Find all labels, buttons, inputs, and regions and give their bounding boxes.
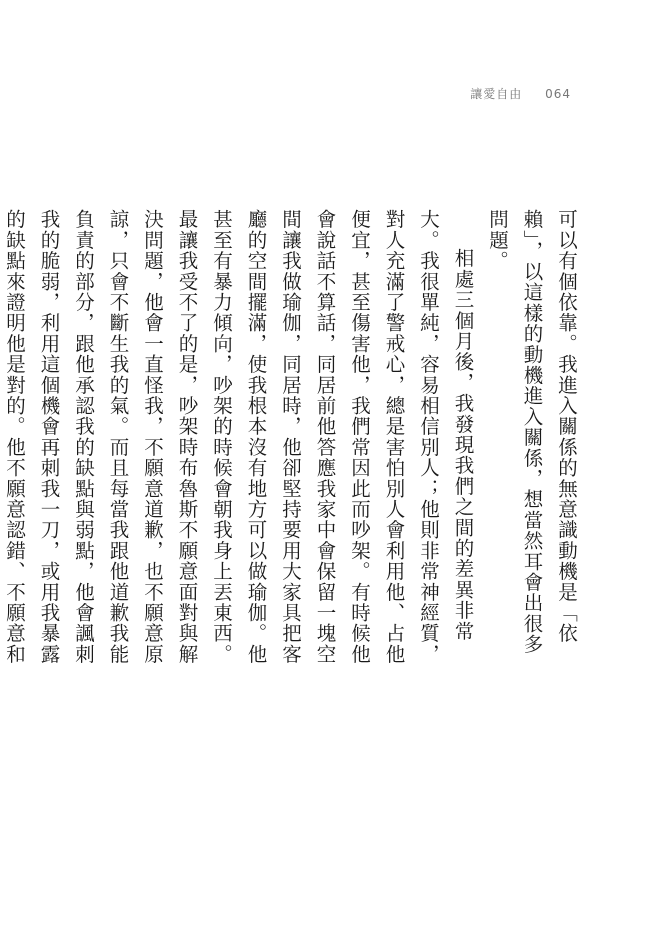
book-title: 讓愛自由 [470,87,523,101]
page-number: 064 [545,87,571,101]
paragraph-continued: 可以有個依靠。我進入關係的無意識動機是「依賴」，以這樣的動機進入關係，想當然耳會出很多問題。 [486,209,578,655]
running-header [470,85,571,102]
body-text [3,209,583,669]
paragraph: 相處三個月後，我發現我們之間的差異非常大。我很單純，容易相信別人；他則非常神經質，對人充滿了警戒心，總是害怕別人會利用他、占他便宜，甚至傷害他，我們常因此而吵架。有時候他會說話不算話，同居前他答應我家中會保留一塊空間讓我做瑜伽，同居時，他卻堅持要用大家具把客廳的空間擺滿，使我根本沒有地方可以做瑜伽。他甚至有暴力傾向，吵架的時候會朝我身上丟東西。最讓我受不了的是，吵架時布魯斯不願意面對與解決問題，他會一直怪我，不願意道歉，也不願意原諒，只會不斷生我的氣。而且每當我跟他道歉我能負責的部分，跟他承認我的缺點與弱點，他會諷刺我的脆弱，利用這個機會再刺我一刀，或用我暴露的缺點來證明他是對的。他不願意認錯、不願意和 [3,209,475,665]
